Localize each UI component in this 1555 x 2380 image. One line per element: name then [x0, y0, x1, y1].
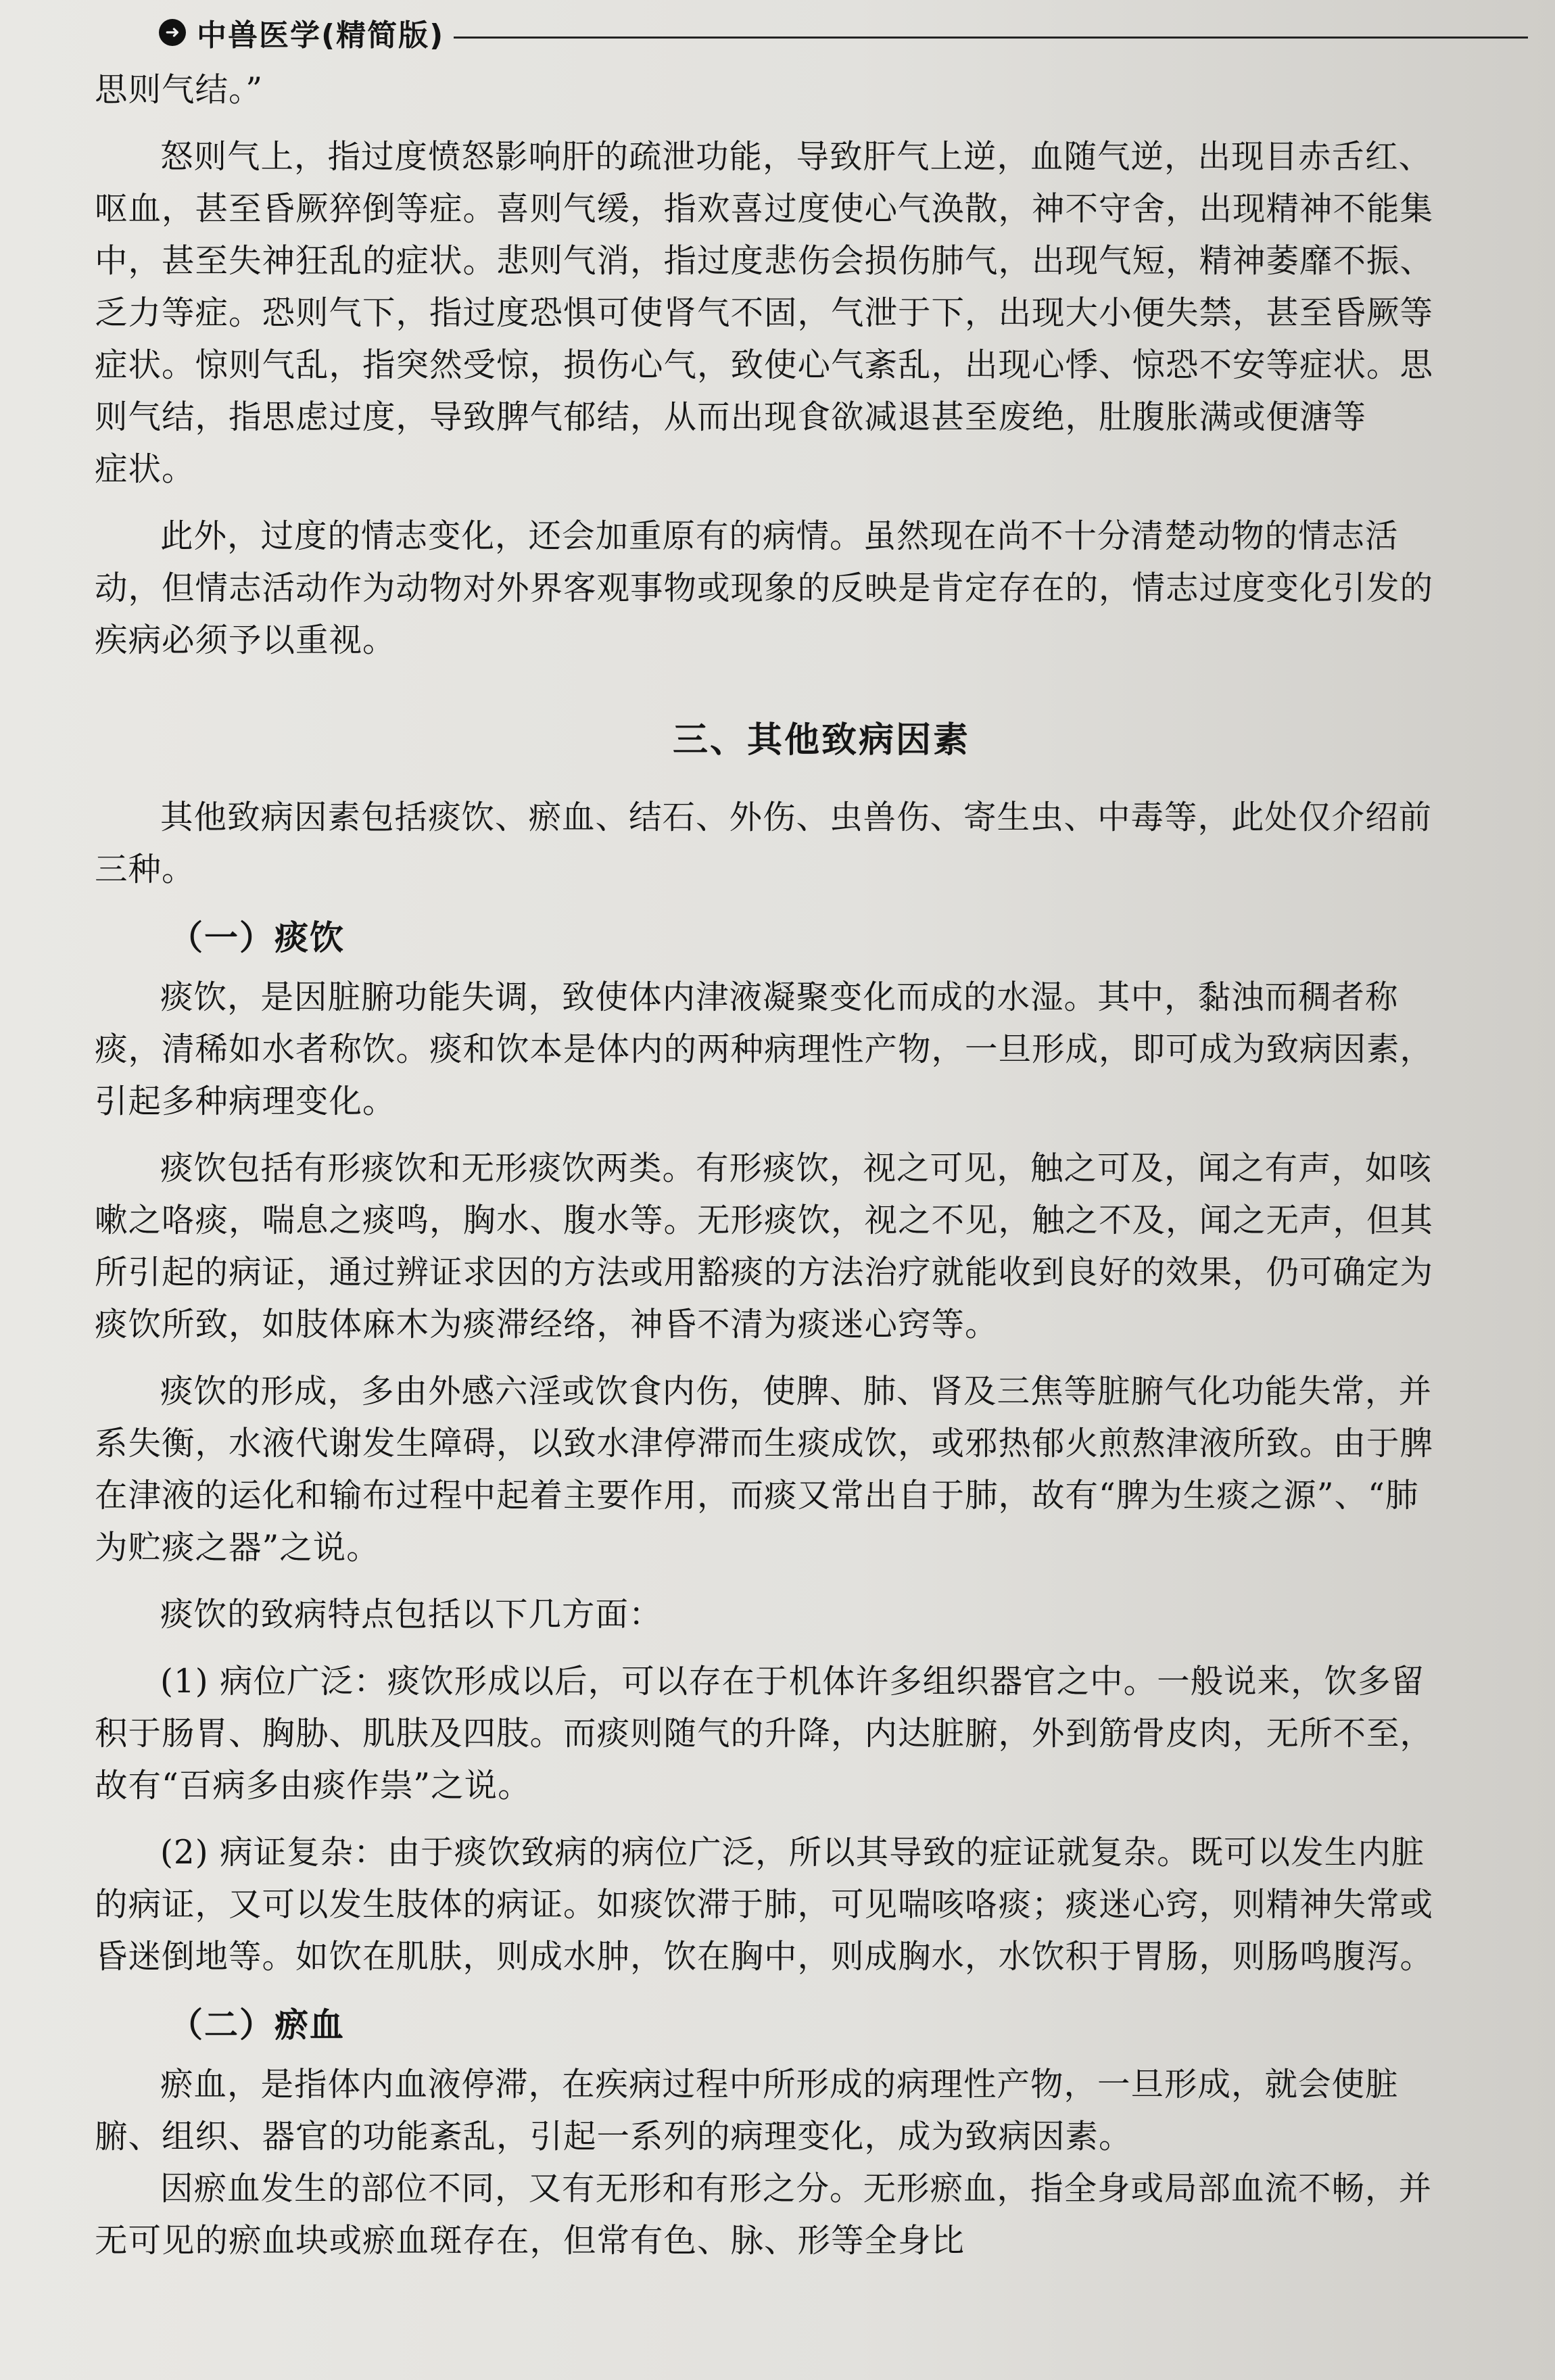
text-line: 系失衡，水液代谢发生障碍，以致水津停滞而生痰成饮，或邪热郁火煎熬津液所致。由于脾 [95, 1425, 1434, 1462]
text-line: 疾病必须予以重视。 [95, 621, 396, 659]
text-line: 痰饮所致，如肢体麻木为痰滞经络，神昏不清为痰迷心窍等。 [95, 1306, 999, 1343]
text-line: 腑、组织、器官的功能紊乱，引起一系列的病理变化，成为致病因素。 [95, 2118, 1132, 2156]
text-line: (1) 病位广泛：痰饮形成以后，可以存在于机体许多组织器官之中。一般说来，饮多留 [160, 1663, 1425, 1700]
section-heading: 三、其他致病因素 [672, 720, 970, 761]
paragraph [95, 64, 1548, 116]
text-line: 症状。 [95, 450, 195, 488]
text-line: 积于肠胃、胸胁、肌肤及四肢。而痰则随气的升降，内达脏腑，外到筋骨皮肉，无所不至， [95, 1715, 1434, 1753]
text-line: 呕血，甚至昏厥猝倒等症。喜则气缓，指欢喜过度使心气涣散，神不守舍，出现精神不能集 [95, 190, 1434, 228]
paragraph [95, 1366, 1548, 1574]
subsection-heading-tanyin: （一）痰饮 [169, 918, 345, 957]
text-line: 痰饮的致病特点包括以下几方面： [160, 1596, 663, 1634]
text-line: 故有“百病多由痰作祟”之说。 [95, 1767, 531, 1805]
paragraph [95, 972, 1548, 1128]
text-line: 则气结，指思虑过度，导致脾气郁结，从而出现食欲减退甚至废绝，肚腹胀满或便溏等 [95, 398, 1367, 436]
text-line: 此外，过度的情志变化，还会加重原有的病情。虽然现在尚不十分清楚动物的情志活 [160, 517, 1399, 555]
paragraph [95, 131, 1548, 496]
text-line: 动，但情志活动作为动物对外界客观事物或现象的反映是肯定存在的，情志过度变化引发的 [95, 569, 1434, 607]
text-line: 在津液的运化和输布过程中起着主要作用，而痰又常出自于肺，故有“脾为生痰之源”、“肺 [95, 1477, 1419, 1515]
paragraph [95, 1827, 1548, 1983]
text-line: 所引起的病证，通过辨证求因的方法或用豁痰的方法治疗就能收到良好的效果，仍可确定为 [95, 1254, 1434, 1291]
text-line: 因瘀血发生的部位不同，又有无形和有形之分。无形瘀血，指全身或局部血流不畅，并 [160, 2170, 1433, 2208]
paragraph [95, 1589, 1548, 1641]
text-line: 症状。惊则气乱，指突然受惊，损伤心气，致使心气紊乱，出现心悸、惊恐不安等症状。思 [95, 346, 1434, 384]
text-line: 其他致病因素包括痰饮、瘀血、结石、外伤、虫兽伤、寄生虫、中毒等，此处仅介绍前 [160, 799, 1433, 836]
paragraph [95, 1143, 1548, 1351]
text-line: 乏力等症。恐则气下，指过度恐惧可使肾气不固，气泄于下，出现大小便失禁，甚至昏厥等 [95, 294, 1434, 332]
text-line: 三种。 [95, 851, 195, 888]
text-line: 嗽之咯痰，喘息之痰鸣，胸水、腹水等。无形痰饮，视之不见，触之不及，闻之无声，但其 [95, 1201, 1434, 1239]
text-line: 思则气结。” [95, 71, 264, 109]
text-line: 怒则气上，指过度愤怒影响肝的疏泄功能，导致肝气上逆，血随气逆，出现目赤舌红、 [160, 138, 1433, 176]
text-line: 的病证，又可以发生肢体的病证。如痰饮滞于肺，可见喘咳咯痰；痰迷心窍，则精神失常或 [95, 1886, 1434, 1924]
paragraph [95, 792, 1548, 896]
header-rule [454, 37, 1528, 39]
text-line: 中，甚至失神狂乱的症状。悲则气消，指过度悲伤会损伤肺气，出现气短，精神萎靡不振、 [95, 242, 1434, 280]
text-line: 痰饮，是因脏腑功能失调，致使体内津液凝聚变化而成的水湿。其中，黏浊而稠者称 [160, 978, 1399, 1016]
paragraph [95, 2059, 1548, 2267]
text-line: (2) 病证复杂：由于痰饮致病的病位广泛，所以其导致的症证就复杂。既可以发生内脏 [160, 1834, 1425, 1872]
text-line: 痰饮的形成，多由外感六淫或饮食内伤，使脾、肺、肾及三焦等脏腑气化功能失常，并 [160, 1373, 1433, 1410]
running-header [159, 12, 1528, 53]
text-line: 瘀血，是指体内血液停滞，在疾病过程中所形成的病理性产物，一旦形成，就会使脏 [160, 2066, 1399, 2103]
paragraph [95, 510, 1548, 667]
text-line: 无可见的瘀血块或瘀血斑存在，但常有色、脉、形等全身比 [95, 2222, 965, 2260]
book-title: 中兽医学(精简版) [197, 18, 445, 53]
text-line: 为贮痰之器”之说。 [95, 1529, 380, 1567]
text-line: 昏迷倒地等。如饮在肌肤，则成水肿，饮在胸中，则成胸水，水饮积于胃肠，则肠鸣腹泻。 [95, 1938, 1434, 1976]
circle-arrow-icon: ➜ [159, 19, 186, 46]
page-body [95, 64, 1548, 2282]
subsection-heading-yuxue: （二）瘀血 [169, 2005, 345, 2045]
text-line: 痰饮包括有形痰饮和无形痰饮两类。有形痰饮，视之可见，触之可及，闻之有声，如咳 [160, 1149, 1433, 1187]
text-line: 痰，清稀如水者称饮。痰和饮本是体内的两种病理性产物，一旦形成，即可成为致病因素， [95, 1030, 1434, 1068]
text-line: 引起多种病理变化。 [95, 1082, 396, 1120]
paragraph [95, 1656, 1548, 1812]
